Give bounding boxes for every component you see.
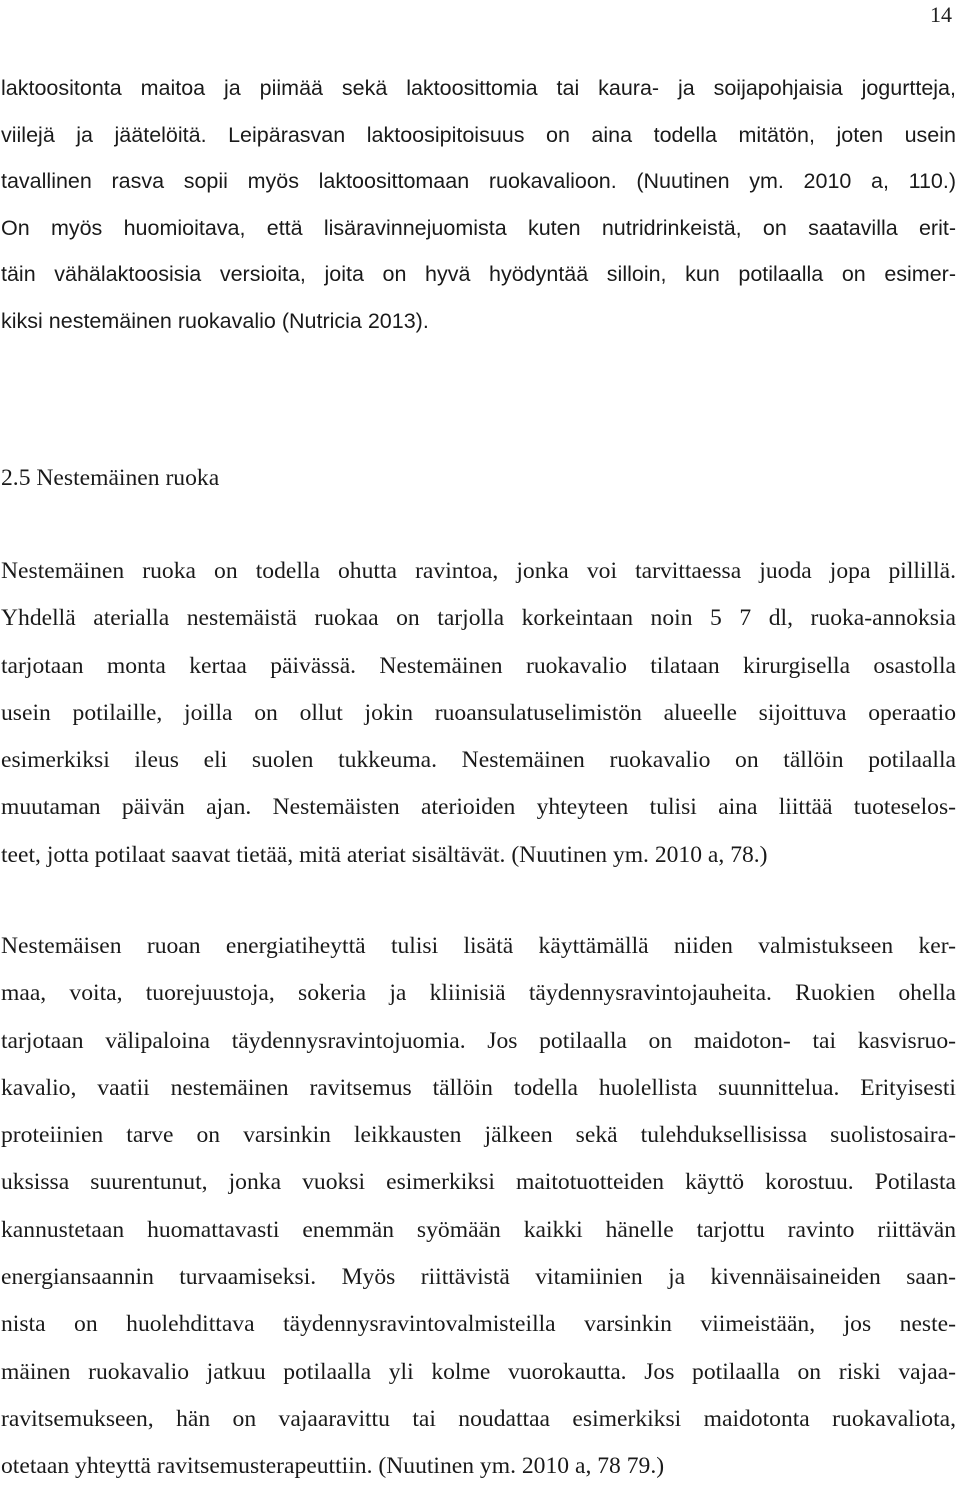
text-line: otetaan yhteyttä ravitsemusterapeuttiin. (Nuutinen ym. 2010 a, 78 79.)	[1, 1453, 665, 1480]
text-line: nista on huolehdittava täydennysravintovalmisteilla varsinkin viimeistään, jos neste-	[1, 1311, 956, 1338]
text-line: kavalio, vaatii nestemäinen ravitsemus tällöin todella huolellista suunnittelua. Erityisesti	[1, 1074, 956, 1101]
text-line: täin vähälaktoosisia versioita, joita on hyvä hyödyntää silloin, kun potilaalla on esimer-	[1, 262, 956, 287]
text-line: kannustetaan huomattavasti enemmän syömään kaikki hänelle tarjottu ravinto riittävän	[1, 1216, 956, 1243]
text-line: muutaman päivän ajan. Nestemäisten aterioiden yhteyteen tulisi aina liittää tuoteselos-	[1, 794, 956, 821]
text-line: Nestemäinen ruoka on todella ohutta ravintoa, jonka voi tarvittaessa juoda jopa pillillä.	[1, 558, 956, 584]
text-line: tarjotaan monta kertaa päivässä. Nestemäinen ruokavalio tilataan kirurgisella osastolla	[1, 652, 956, 679]
text-line: tavallinen rasva sopii myös laktoosittomaan ruokavalioon. (Nuutinen ym. 2010 a, 110.)	[1, 169, 956, 194]
text-line: ravitsemukseen, hän on vajaaravittu tai noudattaa esimerkiksi maidotonta ruokavaliota,	[1, 1405, 956, 1432]
text-line: maa, voita, tuorejuustoja, sokeria ja kliinisiä täydennysravintojauheita. Ruokien ohella	[1, 980, 956, 1007]
text-line: On myös huomioitava, että lisäravinnejuomista kuten nutridrinkeistä, on saatavilla erit-	[1, 215, 956, 240]
text-line: usein potilaille, joilla on ollut jokin ruoansulatuselimistön alueelle sijoittuva operaatio	[1, 699, 956, 726]
text-line: energiansaannin turvaamiseksi. Myös riittävistä vitamiinien ja kivennäisaineiden saan-	[1, 1264, 956, 1291]
text-line: kiksi nestemäinen ruokavalio (Nutricia 2013).	[1, 308, 429, 333]
text-line: Yhdellä aterialla nestemäistä ruokaa on tarjolla korkeintaan noin 5 7 dl, ruoka-annoksia	[1, 605, 956, 632]
text-line: mäinen ruokavalio jatkuu potilaalla yli kolme vuorokautta. Jos potilaalla on riski vajaa-	[1, 1358, 956, 1385]
text-line: esimerkiksi ileus eli suolen tukkeuma. Nestemäinen ruokavalio on tällöin potilaalla	[1, 747, 956, 774]
section-heading: 2.5 Nestemäinen ruoka	[1, 465, 220, 491]
text-line: laktoositonta maitoa ja piimää sekä laktoosittomia tai kaura- ja soijapohjaisia jogurtteja,	[1, 76, 956, 100]
page-number: 14	[930, 2, 952, 27]
text-line: Nestemäisen ruoan energiatiheyttä tulisi lisätä käyttämällä niiden valmistukseen ker-	[1, 933, 956, 959]
text-line: viilejä ja jäätelöitä. Leipärasvan laktoosipitoisuus on aina todella mitätön, joten usein	[1, 122, 956, 147]
text-line: teet, jotta potilaat saavat tietää, mitä ateriat sisältävät. (Nuutinen ym. 2010 a, 78.)	[1, 841, 768, 868]
text-line: uksissa suurentunut, jonka vuoksi esimerkiksi maitotuotteiden käyttö korostuu. Potilasta	[1, 1169, 956, 1196]
text-line: proteiinien tarve on varsinkin leikkausten jälkeen sekä tulehduksellisissa suolistosaira-	[1, 1122, 956, 1149]
text-line: tarjotaan välipaloina täydennysravintojuomia. Jos potilaalla on maidoton- tai kasvisruo-	[1, 1027, 956, 1054]
paragraph-energy-density	[1, 923, 956, 1491]
paragraph-lactose	[1, 65, 956, 345]
paragraph-liquid-food	[1, 548, 956, 879]
